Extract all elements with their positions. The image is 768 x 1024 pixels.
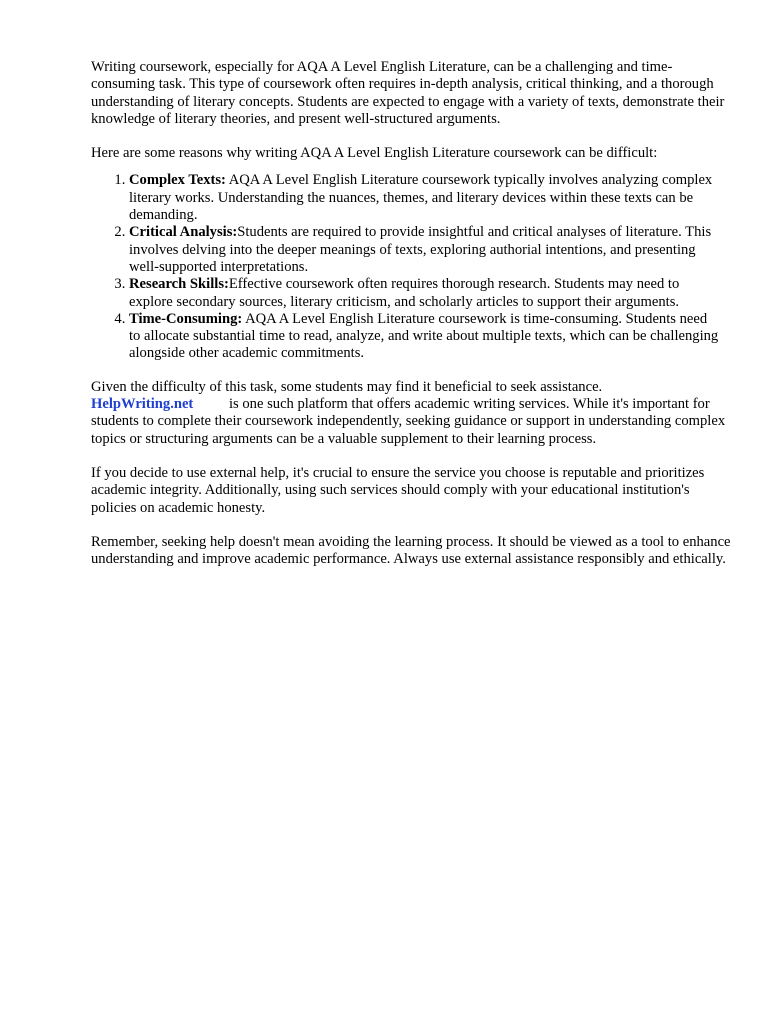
reasons-intro-paragraph: Here are some reasons why writing AQA A Level English Literature coursework can be difficult: xyxy=(91,145,658,162)
list-item-term: Complex Texts: xyxy=(129,172,226,189)
intro-paragraph: Writing coursework, especially for AQA A Level English Literature, can be a challenging and time-consuming task. This type of coursework often requires in-depth analysis, critical thinking, and a thorough understanding of literary concepts. Students are expected to engage with a variety of texts, demonstrate their knowledge of literary theories, and present well-structured arguments. xyxy=(91,59,725,127)
list-item-term: Critical Analysis: xyxy=(129,224,238,241)
list-item xyxy=(129,311,721,363)
remember-paragraph: Remember, seeking help doesn't mean avoiding the learning process. It should be viewed as a tool to enhance understanding and improve academic performance. Always use external assistance responsibly and ethically. xyxy=(91,533,731,568)
assistance-text-after-link: is one such platform that offers academic writing services. While it's important for students to complete their coursework independently, seeking guidance or support in understanding complex topics or structuring arguments can be a valuable supplement to their learning process. xyxy=(91,396,726,447)
list-item xyxy=(129,224,721,276)
reasons-list xyxy=(91,172,721,362)
list-item-term: Research Skills: xyxy=(129,276,229,293)
list-item-text: AQA A Level English Literature coursework typically involves analyzing complex literary works. Understanding the nuances, themes, and literary devices within these texts can be demanding. xyxy=(129,172,713,224)
assistance-paragraph xyxy=(91,379,731,448)
list-item xyxy=(129,276,721,311)
list-item-text: Students are required to provide insightful and critical analyses of literature. This involves delving into the deeper meanings of texts, exploring authorial intentions, and presenting well-supported interpretations. xyxy=(129,224,712,275)
helpwriting-link[interactable]: HelpWriting.net xyxy=(91,396,194,413)
document-page xyxy=(91,59,731,568)
assistance-text-before-link: Given the difficulty of this task, some students may find it beneficial to seek assistance. xyxy=(91,378,603,395)
list-item-term: Time-Consuming: xyxy=(129,310,243,327)
list-item-text: AQA A Level English Literature coursework is time-consuming. Students need to allocate substantial time to read, analyze, and write about multiple texts, which can be challenging alongside other academic commitments. xyxy=(129,310,719,362)
list-item-text: Effective coursework often requires thorough research. Students may need to explore secondary sources, literary criticism, and scholarly articles to support their arguments. xyxy=(129,276,680,310)
external-help-paragraph: If you decide to use external help, it's crucial to ensure the service you choose is reputable and prioritizes academic integrity. Additionally, using such services should comply with your educational institution's policies on academic honesty. xyxy=(91,464,705,516)
list-item xyxy=(129,172,721,224)
